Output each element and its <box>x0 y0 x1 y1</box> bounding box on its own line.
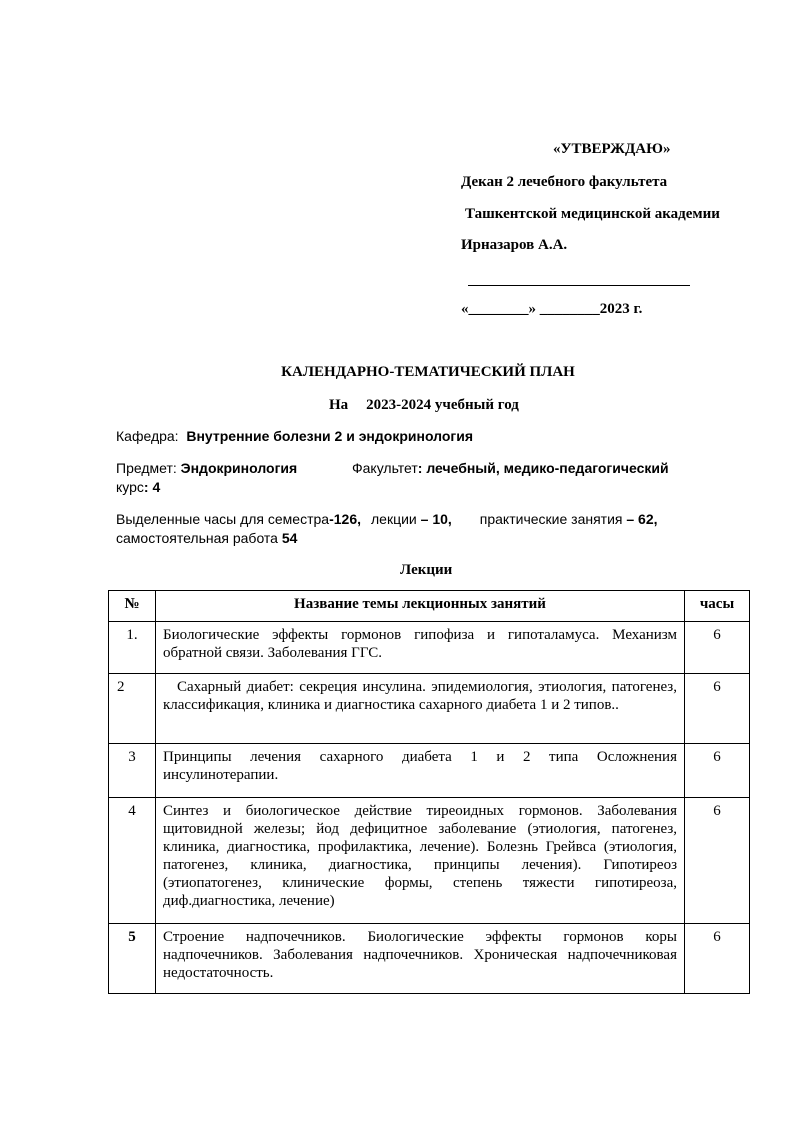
subject-label: Предмет: <box>116 460 177 476</box>
approval-dean-line: Декан 2 лечебного факультета <box>461 174 668 190</box>
hours-label: Выделенные часы для семестра <box>116 511 330 527</box>
faculty-value: : лечебный, медико-педагогический <box>417 460 669 476</box>
row-hours: 6 <box>685 674 750 744</box>
row-number: 5 <box>109 924 156 994</box>
table-header-row <box>109 591 750 622</box>
approval-date-line: «________» ________2023 г. <box>461 301 643 317</box>
lectures-table <box>108 590 750 994</box>
practice-value: – 62, <box>626 511 658 527</box>
faculty-label: Факультет <box>352 460 418 476</box>
row-number: 1. <box>109 622 156 674</box>
approval-name-line: Ирназаров А.А. <box>461 237 568 253</box>
department-label: Кафедра: <box>116 428 179 444</box>
subject-line <box>116 460 297 476</box>
row-hours: 6 <box>685 924 750 994</box>
practice-label: практические занятия <box>479 511 623 527</box>
department-line <box>116 428 473 444</box>
row-number: 2 <box>109 674 156 744</box>
row-hours: 6 <box>685 744 750 798</box>
course-label: курс <box>116 479 144 495</box>
plan-year-value: 2023-2024 учебный год <box>366 397 519 413</box>
department-value: Внутренние болезни 2 и эндокринология <box>186 428 474 444</box>
row-topic: Принципы лечения сахарного диабета 1 и 2 типа Осложнения инсулинотерапии. <box>156 744 685 798</box>
row-topic <box>156 674 685 744</box>
row-hours: 6 <box>685 798 750 924</box>
signature-line <box>468 285 690 286</box>
lectures-heading: Лекции <box>400 562 453 578</box>
table-row <box>109 744 750 798</box>
column-header-number: № <box>109 591 156 622</box>
course-line <box>116 479 160 495</box>
table-row <box>109 674 750 744</box>
row-topic: Синтез и биологическое действие тиреоидных гормонов. Заболевания щитовидной железы; йод дефицитное заболевание (этиология, патогенез, клиника, диагностика, профилактика, лечение). Болезнь Грейвса (этиология, патогенез, клиника, диагностика, принципы лечения). Гипотиреоз (этиопатогенез, клинические формы, степень тяжести гипотиреоза, диф.диагностика, лечение) <box>156 798 685 924</box>
row-number: 3 <box>109 744 156 798</box>
row-topic-text: Сахарный диабет: секреция инсулина. эпидемиология, этиология, патогенез, классификация, клиника и диагностика сахарного диабета 1 и 2 типов.. <box>163 679 677 713</box>
faculty-line <box>352 460 669 476</box>
column-header-topic: Название темы лекционных занятий <box>156 591 685 622</box>
plan-title: КАЛЕНДАРНО-ТЕМАТИЧЕСКИЙ ПЛАН <box>281 364 575 380</box>
subject-value: Эндокринология <box>180 460 298 476</box>
plan-year-prefix: На <box>329 397 349 413</box>
row-number: 4 <box>109 798 156 924</box>
hours-line <box>116 511 658 527</box>
hours-value: -126, <box>329 511 361 527</box>
plan-year <box>329 397 519 414</box>
selfwork-label: самостоятельная работа <box>116 530 278 546</box>
lectures-label: лекции <box>371 511 417 527</box>
column-header-hours: часы <box>685 591 750 622</box>
lectures-value: – 10, <box>420 511 452 527</box>
approval-academy-line: Ташкентской медицинской академии <box>465 206 720 222</box>
row-topic: Биологические эффекты гормонов гипофиза и гипоталамуса. Механизм обратной связи. Заболевания ГГС. <box>156 622 685 674</box>
table-row <box>109 924 750 994</box>
table-row <box>109 622 750 674</box>
approval-title: «УТВЕРЖДАЮ» <box>553 141 671 157</box>
selfwork-line <box>116 530 297 546</box>
selfwork-value: 54 <box>281 530 298 546</box>
row-topic: Строение надпочечников. Биологические эффекты гормонов коры надпочечников. Заболевания надпочечников. Хроническая надпочечниковая недостаточность. <box>156 924 685 994</box>
row-hours: 6 <box>685 622 750 674</box>
course-value: : 4 <box>143 479 161 495</box>
table-row <box>109 798 750 924</box>
